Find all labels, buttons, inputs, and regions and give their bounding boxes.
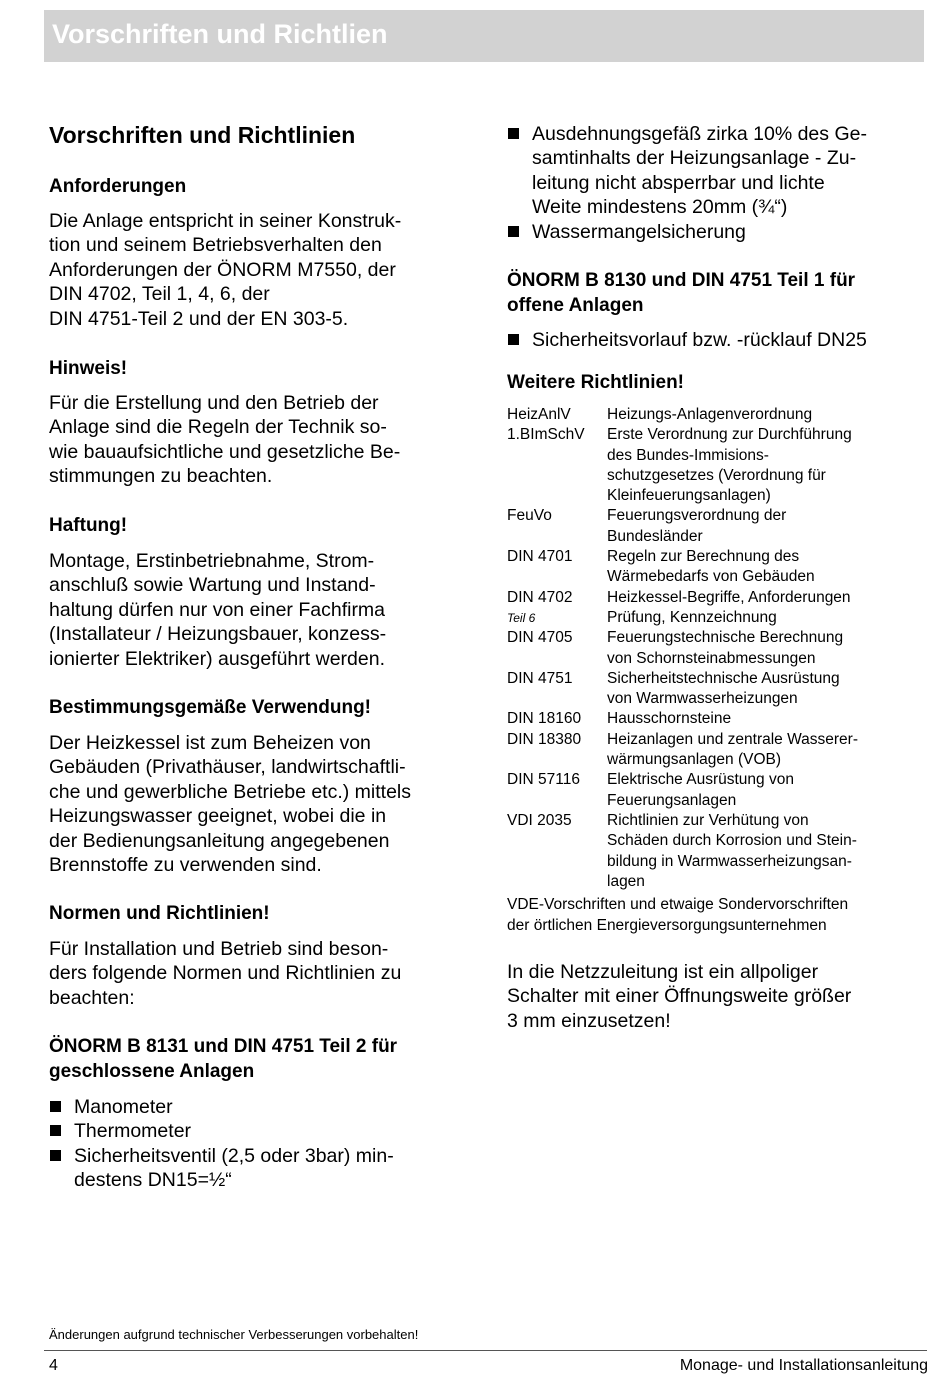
norm-description: Richtlinien zur Verhütung von Schäden durch Korrosion und Stein- bildung in Warmwasserheizungsan- lagen (607, 811, 857, 890)
square-bullet-icon (50, 1125, 61, 1136)
header-band (44, 10, 924, 62)
norm-description: Hausschornsteine (607, 710, 732, 728)
norm-code: DIN 57116 (507, 771, 580, 789)
norm-description: Regeln zur Berechnung des Wärmebedarfs von Gebäuden (607, 548, 815, 586)
heading-verwendung: Bestimmungsgemäße Verwendung! (49, 697, 372, 718)
list-item: Thermometer (49, 1119, 449, 1143)
norm-row (507, 547, 917, 588)
heading-haftung: Haftung! (49, 515, 128, 536)
norm-row (507, 770, 917, 811)
list-item: Sicherheitsvorlauf bzw. -rücklauf DN25 (507, 328, 917, 352)
norm-row (507, 730, 917, 771)
final-note: In die Netzzuleitung ist ein allpoliger Schalter mit einer Öffnungsweite größer 3 mm einzusetzen! (507, 961, 852, 1032)
norm-code: FeuVo (507, 507, 552, 525)
norm-row (507, 669, 917, 710)
heading-weitere-richtlinien: Weitere Richtlinien! (507, 372, 685, 393)
norm-row (507, 608, 917, 628)
norm-description: Sicherheitstechnische Ausrüstung von Warmwasserheizungen (607, 669, 840, 708)
norm-code: DIN 18160 (507, 710, 582, 728)
bullet-list-open-systems (507, 328, 917, 352)
square-bullet-icon (508, 128, 519, 139)
norm-code: DIN 4702 (507, 588, 573, 606)
bullet-list-closed-systems (49, 1095, 449, 1193)
norm-code: DIN 4751 (507, 669, 573, 687)
square-bullet-icon (508, 334, 519, 345)
norm-code: Teil 6 (507, 610, 536, 625)
header-title: Vorschriften und Richtlien (52, 19, 388, 49)
square-bullet-icon (50, 1101, 61, 1112)
vde-note: VDE-Vorschriften und etwaige Sondervorschriften der örtlichen Energieversorgungsunternehmen (507, 896, 849, 934)
footer-note: Änderungen aufgrund technischer Verbesserungen vorbehalten! (49, 1327, 419, 1342)
norms-table (507, 405, 917, 892)
text-anforderungen: Die Anlage entspricht in seiner Konstruk- tion und seinem Betriebsverhalten den Anforderungen der ÖNORM M7550, der DIN 4702, Teil 1, 4, 6, der DIN 4751-Teil 2 und der EN 303-5. (49, 210, 402, 330)
norm-description: Elektrische Ausrüstung von Feuerungsanlagen (607, 771, 794, 809)
norm-description: Feuerungstechnische Berechnung von Schornsteinabmessungen (607, 629, 844, 667)
list-item: Sicherheitsventil (2,5 oder 3bar) min- destens DN15=½“ (49, 1144, 449, 1193)
heading-anforderungen: Anforderungen (49, 176, 187, 197)
norm-row (507, 405, 917, 425)
heading-oenorm-8130-line1: ÖNORM B 8130 und DIN 4751 Teil 1 für (507, 270, 856, 291)
heading-oenorm-8131-line1: ÖNORM B 8131 und DIN 4751 Teil 2 für (49, 1036, 398, 1057)
square-bullet-icon (508, 226, 519, 237)
heading-oenorm-8131-line2: geschlossene Anlagen (49, 1061, 255, 1082)
norm-row (507, 588, 917, 608)
list-item: Ausdehnungsgefäß zirka 10% des Ge- samtinhalts der Heizungsanlage - Zu- leitung nicht absperrbar und lichte Weite mindestens 20mm (¾“) (507, 122, 917, 220)
text-haftung: Montage, Erstinbetriebnahme, Strom- anschluß sowie Wartung und Instand- haltung dürfen nur von einer Fachfirma (Installateur / Heizungsbauer, konzess- ionierter Elektriker) ausgeführt werden. (49, 550, 387, 670)
text-hinweis: Für die Erstellung und den Betrieb der Anlage sind die Regeln der Technik so- wie bauaufsichtliche und gesetzliche Be- stimmungen zu beachten. (49, 392, 401, 488)
list-item: Wassermangelsicherung (507, 220, 917, 244)
heading-oenorm-8130-line2: offene Anlagen (507, 295, 644, 316)
norm-description: Heizanlagen und zentrale Wasserer- wärmungsanlagen (VOB) (607, 730, 858, 769)
norm-row (507, 811, 917, 892)
norm-row (507, 628, 917, 669)
norm-code: HeizAnlV (507, 406, 571, 423)
text-normen: Für Installation und Betrieb sind beson- ders folgende Normen und Richtlinien zu beachten: (49, 938, 402, 1009)
footer-divider (44, 1350, 927, 1351)
norm-description: Heizkessel-Begriffe, Anforderungen (607, 588, 851, 606)
document-title: Monage- und Installationsanleitung (679, 1357, 928, 1374)
text-verwendung: Der Heizkessel ist zum Beheizen von Gebäuden (Privathäuser, landwirtschaftli- che und gewerbliche Betriebe etc.) mittels Heizungswasser geeignet, wobei die in der Bedienungsanleitung angegebenen Brennstoffe zu verwenden sind. (49, 732, 412, 877)
norm-code: DIN 4705 (507, 629, 573, 647)
square-bullet-icon (50, 1150, 61, 1161)
norm-row (507, 425, 917, 506)
norm-row (507, 506, 917, 547)
norm-row (507, 709, 917, 729)
page-number: 4 (49, 1357, 58, 1374)
norm-description: Erste Verordnung zur Durchführung des Bundes-Immisions- schutzgesetzes (Verordnung für Kleinfeuerungsanlagen) (607, 426, 852, 505)
norm-code: VDI 2035 (507, 811, 572, 829)
section-title: Vorschriften und Richtlinien (49, 122, 356, 148)
norm-description: Prüfung, Kennzeichnung (607, 608, 777, 626)
norm-description: Heizungs-Anlagenverordnung (607, 406, 813, 423)
norm-code: 1.BImSchV (507, 426, 585, 444)
list-item: Manometer (49, 1095, 449, 1119)
bullet-list-top-right (507, 122, 917, 244)
norm-code: DIN 18380 (507, 730, 582, 748)
heading-hinweis: Hinweis! (49, 358, 128, 379)
heading-normen: Normen und Richtlinien! (49, 903, 270, 924)
norm-code: DIN 4701 (507, 548, 573, 566)
norm-description: Feuerungsverordnung der Bundesländer (607, 507, 787, 545)
